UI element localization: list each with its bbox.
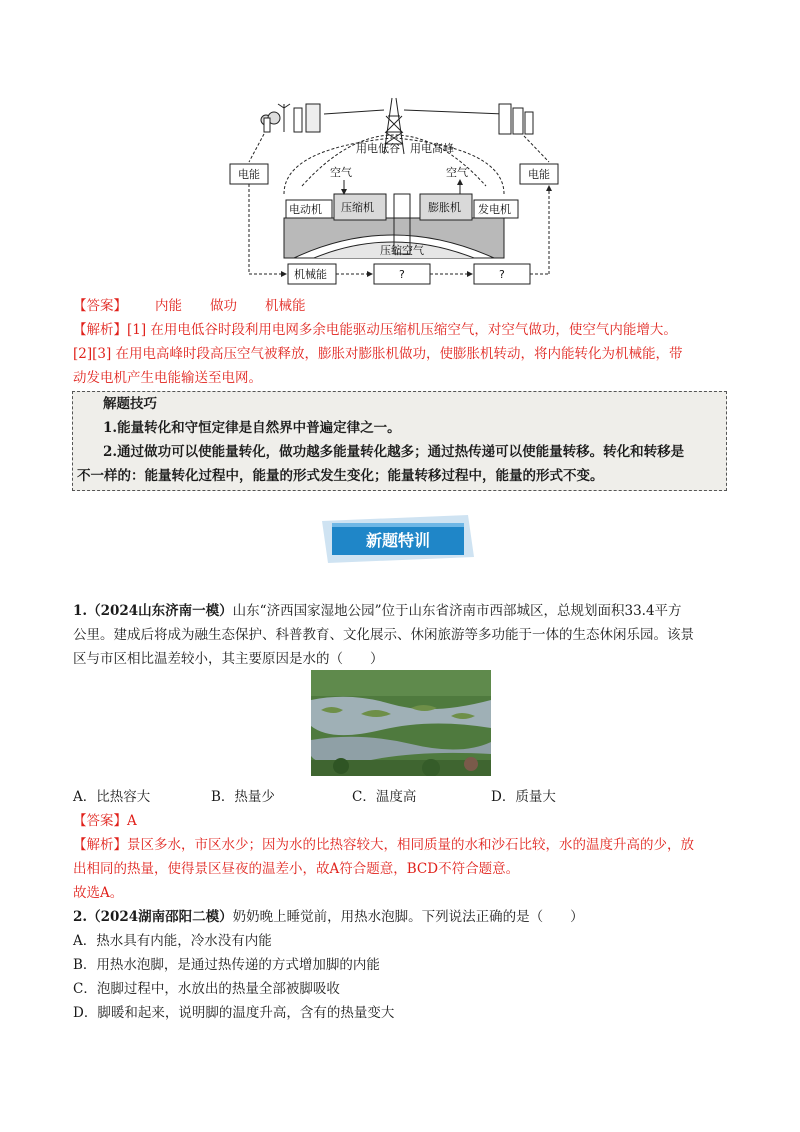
label-peak: 用电高峰 [410,142,454,155]
section-banner [322,515,474,563]
power-plant-icon [261,104,320,132]
q1-answer-line [73,811,137,831]
q2-option-c[interactable]: C．泡脚过程中，水放出的热量全部被脚吸收 [73,981,340,997]
prev-analysis-line1 [73,320,677,340]
q1-stem-line1 [73,601,682,621]
tips-title: 解题技巧 [103,396,157,412]
q2-option-b[interactable]: B．用热水泡脚，是通过热传递的方式增加脚的内能 [73,957,380,973]
q1-option-b[interactable]: B．热量少 [211,789,275,805]
q1-analysis-line1 [73,835,694,855]
q1-option-c[interactable]: C．温度高 [352,789,417,805]
answer-tag: 【答案】 [73,298,127,314]
banner-label: 新题特训 [365,531,431,550]
label-air-left: 空气 [330,166,352,179]
label-air-right: 空气 [446,166,468,179]
q1-analysis-line2: 出相同的热量，使得景区昼夜的温差小，故A符合题意，BCD不符合题意。 [73,861,520,877]
solving-tips-box [72,391,727,491]
tips-item-3: 不一样的：能量转化过程中，能量的形式发生变化；能量转移过程中，能量的形式不变。 [77,468,604,484]
label-electric-left: 电能 [238,168,260,181]
label-expander: 膨胀机 [428,201,461,214]
q1-stem-line3: 区与市区相比温差较小，其主要原因是水的（ ） [73,651,384,667]
label-mechanical: 机械能 [294,268,327,281]
answer-2: 做功 [210,298,237,314]
q1-source: （2024山东济南一模） [87,603,233,619]
q2-option-d[interactable]: D．脚暖和起来，说明脚的温度升高，含有的热量变大 [73,1005,395,1021]
answer-3: 机械能 [265,298,306,314]
q2-source: （2024湖南邵阳二模） [87,909,233,925]
prev-answer-line [73,296,306,316]
q2-stem-line [73,907,584,927]
analysis-text-1: [1] 在用电低谷时段利用电网多余电能驱动压缩机压缩空气，对空气做功，使空气内能增大。 [127,322,677,338]
tips-item-2: 2.通过做功可以使能量转化，做功越多能量转化越多；通过热传递可以使能量转移。转化和转移是 [103,444,685,460]
q1-analysis-text-1: 景区多水，市区水少；因为水的比热容较大，相同质量的水和沙石比较，水的温度升高的少，放 [127,837,694,853]
tips-item-1: 1.能量转化和守恒定律是自然界中普遍定律之一。 [103,420,401,436]
label-off-peak: 用电低谷 [356,142,400,155]
q1-option-d[interactable]: D．质量大 [491,789,556,805]
q1-answer-tag: 【答案】 [73,813,127,829]
answer-1: 内能 [155,298,182,314]
label-unknown-1: ? [399,268,405,281]
prev-analysis-line3: 动发电机产生电能输送至电网。 [73,370,262,386]
q1-answer: A [127,813,137,829]
q1-stem-line2: 公里。建成后将成为融生态保护、科普教育、文化展示、休闲旅游等多功能于一体的生态休闲乐园。该景 [73,627,694,643]
q1-number: 1. [73,603,88,619]
q1-analysis-tag: 【解析】 [73,837,127,853]
label-unknown-2: ? [499,268,505,281]
q2-option-a[interactable]: A．热水具有内能，冷水没有内能 [73,933,272,949]
q1-option-a[interactable]: A．比热容大 [73,789,151,805]
label-motor: 电动机 [289,203,322,216]
label-generator: 发电机 [478,203,511,216]
q2-stem-text: 奶奶晚上睡觉前，用热水泡脚。下列说法正确的是（ ） [232,909,584,925]
energy-storage-diagram [224,94,564,290]
wetland-park-photo [311,670,491,776]
q1-conclusion: 故选A。 [73,885,124,901]
prev-analysis-line2: [2][3] 在用电高峰时段高压空气被释放，膨胀对膨胀机做功，使膨胀机转动，将内能转化为机械能，带 [73,346,683,362]
label-compressor: 压缩机 [341,201,374,214]
city-buildings-icon [499,104,533,134]
label-compressed-air: 压缩空气 [380,244,424,257]
analysis-tag: 【解析】 [73,322,127,338]
q2-number: 2. [73,909,88,925]
q1-stem-text-1: 山东“济西国家湿地公园”位于山东省济南市西部城区，总规划面积33.4平方 [232,603,682,619]
label-electric-right: 电能 [528,168,550,181]
